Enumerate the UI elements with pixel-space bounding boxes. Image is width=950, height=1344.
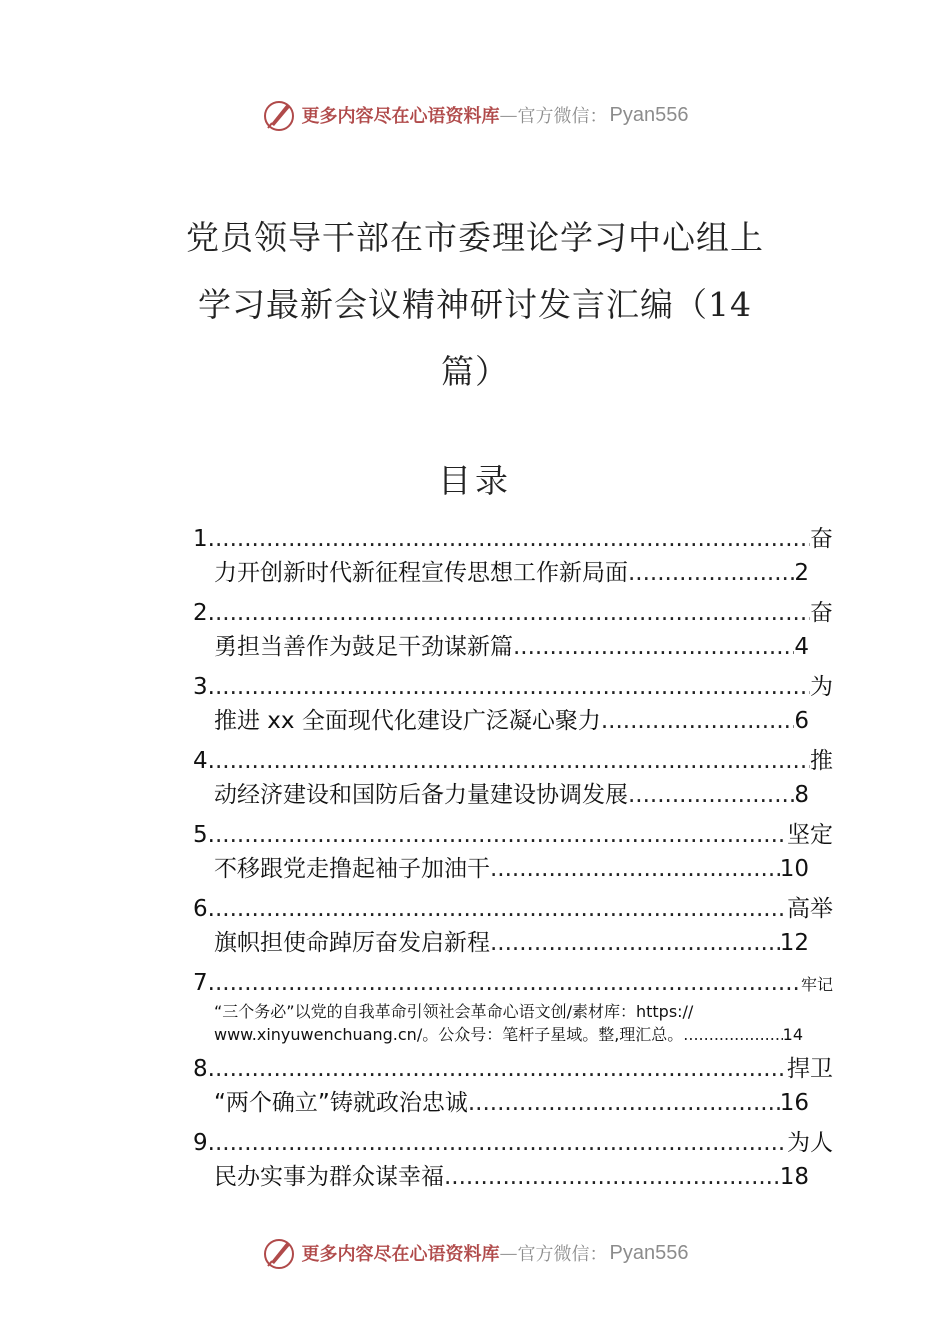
dot-leader xyxy=(215,596,810,630)
toc-entry-line xyxy=(193,596,833,630)
toc-entry-line xyxy=(193,1126,833,1160)
toc-title-rest: 力开创新时代新征程宣传思想工作新局面 xyxy=(214,560,628,586)
toc-number: 1. xyxy=(193,526,215,552)
toc-entry-4[interactable] xyxy=(193,744,833,812)
toc-title-start: 奋 xyxy=(810,526,833,552)
dot-leader xyxy=(468,1086,780,1120)
watermark-footer xyxy=(0,1233,950,1273)
toc-entry-line xyxy=(193,778,833,812)
toc-entry-line xyxy=(193,1160,833,1194)
toc-entry-5[interactable] xyxy=(193,818,833,886)
toc-title-start: 坚定 xyxy=(787,822,833,848)
dot-leader xyxy=(215,670,810,704)
toc-page-number: 2 xyxy=(794,560,809,586)
toc-title-rest: 推进 xx 全面现代化建设广泛凝心聚力 xyxy=(214,708,601,734)
toc-title-rest: 民办实事为群众谋幸福 xyxy=(214,1164,444,1190)
watermark-header xyxy=(0,95,950,135)
toc-title-start: 为人 xyxy=(787,1130,833,1156)
toc-number: 5. xyxy=(193,822,215,848)
quill-logo-icon xyxy=(262,1236,296,1270)
toc-number: 8. xyxy=(193,1056,215,1082)
toc-entry-line xyxy=(193,926,833,960)
toc-entry-8[interactable] xyxy=(193,1052,833,1120)
toc-title-rest: 勇担当善作为鼓足干劲谋新篇 xyxy=(214,634,513,660)
toc-entry-3[interactable] xyxy=(193,670,833,738)
toc-number: 2. xyxy=(193,600,215,626)
toc-entry-line xyxy=(193,1000,833,1023)
dot-leader xyxy=(215,1052,787,1086)
doc-title-line-1: 党员领导干部在市委理论学习中心组上 xyxy=(186,218,764,257)
toc-title-rest: 动经济建设和国防后备力量建设协调发展 xyxy=(214,782,628,808)
toc-entry-line xyxy=(193,818,833,852)
dot-leader xyxy=(215,744,810,778)
toc-page-number: 10 xyxy=(779,856,809,882)
toc-entry-line xyxy=(193,892,833,926)
toc-page-number: 6 xyxy=(794,708,809,734)
toc-entry-line xyxy=(193,1023,833,1046)
toc-entry-line xyxy=(193,670,833,704)
toc-entry-1[interactable] xyxy=(193,522,833,590)
toc-entry-line xyxy=(193,1086,833,1120)
dot-leader xyxy=(490,926,780,960)
dot-leader xyxy=(601,704,795,738)
toc-number: 4. xyxy=(193,748,215,774)
toc-page-number: 4 xyxy=(794,634,809,660)
watermark-text: 更多内容尽在心语资料库 xyxy=(301,106,500,127)
toc-page-number: 18 xyxy=(779,1164,809,1190)
toc-entry-line xyxy=(193,1052,833,1086)
doc-title-line-3: 篇） xyxy=(441,352,509,391)
dot-leader xyxy=(513,630,794,664)
toc-entry-7[interactable] xyxy=(193,966,833,1046)
quill-logo-icon xyxy=(262,98,296,132)
watermark-label: 官方微信： xyxy=(517,106,608,127)
toc-title-rest: “三个务必”以党的自我革命引领社会革命心语文创/素材库：https:// xyxy=(214,1002,694,1021)
toc-entry-line xyxy=(193,556,833,590)
watermark-id: Pyan556 xyxy=(609,1241,689,1264)
toc-number: 7. xyxy=(193,970,215,996)
doc-title-line-2: 学习最新会议精神研讨发言汇编（14 xyxy=(198,285,752,324)
dot-leader xyxy=(490,852,780,886)
toc-entry-line xyxy=(193,630,833,664)
toc-page-number: 12 xyxy=(779,930,809,956)
toc-entry-line xyxy=(193,704,833,738)
dot-leader xyxy=(215,1126,787,1160)
dot-leader xyxy=(215,522,810,556)
toc-title-rest: 不移跟党走撸起袖子加油干 xyxy=(214,856,490,882)
dot-leader xyxy=(628,778,794,812)
watermark-dash: — xyxy=(499,104,518,126)
toc-title-start: 高举 xyxy=(787,896,833,922)
toc-title-start: 奋 xyxy=(810,600,833,626)
toc-entry-line xyxy=(193,966,833,1000)
toc-title-rest: 旗帜担使命踔厉奋发启新程 xyxy=(214,930,490,956)
watermark-dash: — xyxy=(499,1242,518,1264)
dot-leader xyxy=(444,1160,780,1194)
dot-leader xyxy=(215,892,787,926)
dot-leader xyxy=(628,556,794,590)
toc-entry-9[interactable] xyxy=(193,1126,833,1194)
toc-title-start: 推 xyxy=(810,748,833,774)
toc-entry-line xyxy=(193,852,833,886)
dot-leader xyxy=(683,1023,782,1046)
toc-number: 9. xyxy=(193,1130,215,1156)
toc-entry-2[interactable] xyxy=(193,596,833,664)
dot-leader xyxy=(215,818,787,852)
toc-title-start: 牢记 xyxy=(800,975,833,994)
toc-page-number: 16 xyxy=(779,1090,809,1116)
toc-entry-line xyxy=(193,522,833,556)
toc-page-number: 8 xyxy=(794,782,809,808)
toc-title-start: 为 xyxy=(810,674,833,700)
dot-leader xyxy=(215,966,801,1000)
watermark-text: 更多内容尽在心语资料库 xyxy=(301,1244,500,1265)
toc-number: 6. xyxy=(193,896,215,922)
table-of-contents xyxy=(193,522,833,1200)
toc-title-rest: www.xinyuwenchuang.cn/。公众号：笔杆子星域。整,理汇总。 xyxy=(214,1025,684,1044)
toc-heading: 目录 xyxy=(438,461,512,500)
toc-entry-6[interactable] xyxy=(193,892,833,960)
toc-title-start: 捍卫 xyxy=(787,1056,833,1082)
toc-title-rest: “两个确立”铸就政治忠诚 xyxy=(214,1090,468,1116)
watermark-label: 官方微信： xyxy=(517,1244,608,1265)
toc-number: 3. xyxy=(193,674,215,700)
watermark-id: Pyan556 xyxy=(609,103,689,126)
toc-entry-line xyxy=(193,744,833,778)
toc-page-number: 14 xyxy=(782,1025,803,1044)
